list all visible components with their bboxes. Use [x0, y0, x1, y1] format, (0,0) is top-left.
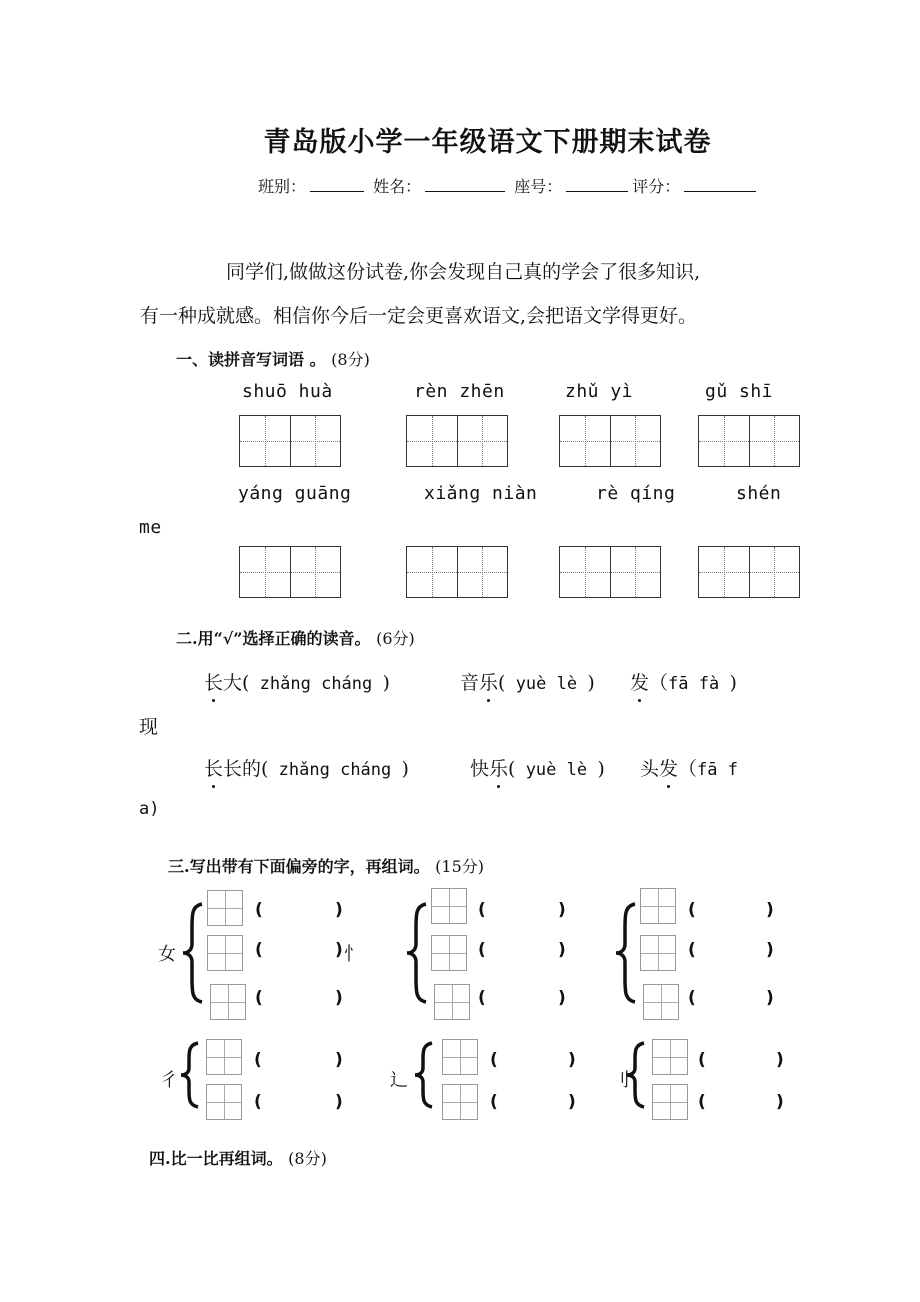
radical-label: 忄: [344, 944, 362, 965]
paren-open: (: [478, 988, 486, 1008]
paren-close: ): [335, 1050, 343, 1070]
char-cell[interactable]: [434, 984, 470, 1020]
paren-open: (: [478, 900, 486, 920]
score-field[interactable]: [684, 177, 756, 192]
pinyin-choice[interactable]: fā fà: [668, 674, 730, 694]
brace-icon: [180, 900, 206, 1006]
pinyin-choice[interactable]: yuè lè: [515, 760, 598, 780]
paren-open: (: [255, 988, 263, 1008]
paren-close: ): [335, 1092, 343, 1112]
paren-close: ): [766, 900, 774, 920]
writing-box[interactable]: [698, 546, 800, 598]
char-cell[interactable]: [206, 1084, 242, 1120]
paren-close: ): [776, 1092, 784, 1112]
paren-close: ): [766, 988, 774, 1008]
section4-heading: 四.比一比再组词。 (8分): [149, 1149, 327, 1168]
pinyin-wrap: me: [139, 517, 162, 538]
paren-open: (: [688, 940, 696, 960]
score-label: 评分：: [632, 177, 681, 196]
char-cell[interactable]: [207, 935, 243, 971]
paren-close: ): [558, 988, 566, 1008]
paren-close: ): [568, 1050, 576, 1070]
writing-box[interactable]: [406, 415, 508, 467]
pinyin: rè qíng: [596, 483, 676, 504]
paren-open: (: [255, 940, 263, 960]
intro-line-1: 同学们,做做这份试卷,你会发现自己真的学会了很多知识,: [226, 261, 701, 283]
char-cell[interactable]: [643, 984, 679, 1020]
reading-wrap: a): [139, 799, 160, 819]
radical-label: 女: [158, 944, 176, 965]
paren-close: ): [335, 988, 343, 1008]
paren-open: (: [490, 1050, 498, 1070]
seat-field[interactable]: [566, 177, 628, 192]
pinyin-choice[interactable]: zhǎng cháng: [249, 674, 383, 694]
class-field[interactable]: [310, 177, 364, 192]
paren-open: (: [490, 1092, 498, 1112]
char-cell[interactable]: [210, 984, 246, 1020]
page-title: 青岛版小学一年级语文下册期末试卷: [263, 127, 712, 158]
pinyin: rèn zhēn: [414, 381, 505, 402]
brace-icon: [404, 900, 430, 1006]
reading-item: 快乐( yuè lè ): [470, 754, 605, 781]
char-cell[interactable]: [206, 1039, 242, 1075]
char-cell[interactable]: [640, 935, 676, 971]
paren-close: ): [568, 1092, 576, 1112]
paren-close: ): [558, 900, 566, 920]
paren-open: (: [254, 1050, 262, 1070]
pinyin-choice[interactable]: fā f: [697, 760, 738, 780]
class-label: 班别：: [258, 177, 307, 196]
char-cell[interactable]: [652, 1084, 688, 1120]
radical-label: 彳: [160, 1070, 178, 1091]
paren-close: ): [335, 940, 343, 960]
section2-heading: 二.用“√”选择正确的读音。 (6分): [176, 629, 415, 648]
paren-open: (: [478, 940, 486, 960]
section1-heading: 一、读拼音写词语 。 (8分): [176, 350, 370, 369]
paren-open: (: [254, 1092, 262, 1112]
reading-wrap: 现: [139, 716, 159, 738]
char-cell[interactable]: [431, 888, 467, 924]
paren-open: (: [688, 900, 696, 920]
paren-open: (: [698, 1050, 706, 1070]
pinyin: xiǎng niàn: [424, 483, 538, 504]
paren-open: (: [698, 1092, 706, 1112]
paren-open: (: [688, 988, 696, 1008]
reading-item: 长长的( zhǎng cháng ): [204, 754, 409, 781]
reading-item: 头发（fā f: [640, 754, 738, 781]
writing-box[interactable]: [698, 415, 800, 467]
name-label: 姓名：: [373, 177, 422, 196]
reading-item: 发（fā fà ): [630, 668, 737, 695]
writing-box[interactable]: [559, 415, 661, 467]
pinyin: yáng guāng: [238, 483, 352, 504]
paren-close: ): [766, 940, 774, 960]
brace-icon: [178, 1040, 202, 1110]
char-cell[interactable]: [207, 890, 243, 926]
char-cell[interactable]: [442, 1084, 478, 1120]
student-info: [258, 174, 760, 197]
pinyin-choice[interactable]: yuè lè: [505, 674, 588, 694]
char-cell[interactable]: [431, 935, 467, 971]
section3-heading: 三.写出带有下面偏旁的字，再组词。 (15分): [168, 857, 485, 876]
reading-item: 音乐( yuè lè ): [460, 668, 595, 695]
pinyin: shén: [736, 483, 782, 504]
writing-box[interactable]: [239, 546, 341, 598]
reading-item: 长大( zhǎng cháng ): [204, 668, 390, 695]
radical-label: 刂: [612, 1070, 630, 1091]
pinyin-choice[interactable]: zhǎng cháng: [268, 760, 402, 780]
paren-close: ): [335, 900, 343, 920]
brace-icon: [412, 1040, 436, 1110]
writing-box[interactable]: [239, 415, 341, 467]
brace-icon: [624, 1040, 648, 1110]
paren-close: ): [776, 1050, 784, 1070]
char-cell[interactable]: [640, 888, 676, 924]
name-field[interactable]: [425, 177, 505, 192]
writing-box[interactable]: [406, 546, 508, 598]
writing-box[interactable]: [559, 546, 661, 598]
paren-open: (: [255, 900, 263, 920]
radical-label: 辶: [390, 1070, 408, 1091]
pinyin: shuō huà: [242, 381, 333, 402]
pinyin: zhǔ yì: [565, 381, 634, 402]
char-cell[interactable]: [442, 1039, 478, 1075]
char-cell[interactable]: [652, 1039, 688, 1075]
brace-icon: [613, 900, 639, 1006]
paren-close: ): [558, 940, 566, 960]
seat-label: 座号：: [514, 177, 563, 196]
intro-line-2: 有一种成就感。相信你今后一定会更喜欢语文,会把语文学得更好。: [140, 305, 698, 327]
pinyin: gǔ shī: [705, 381, 774, 402]
